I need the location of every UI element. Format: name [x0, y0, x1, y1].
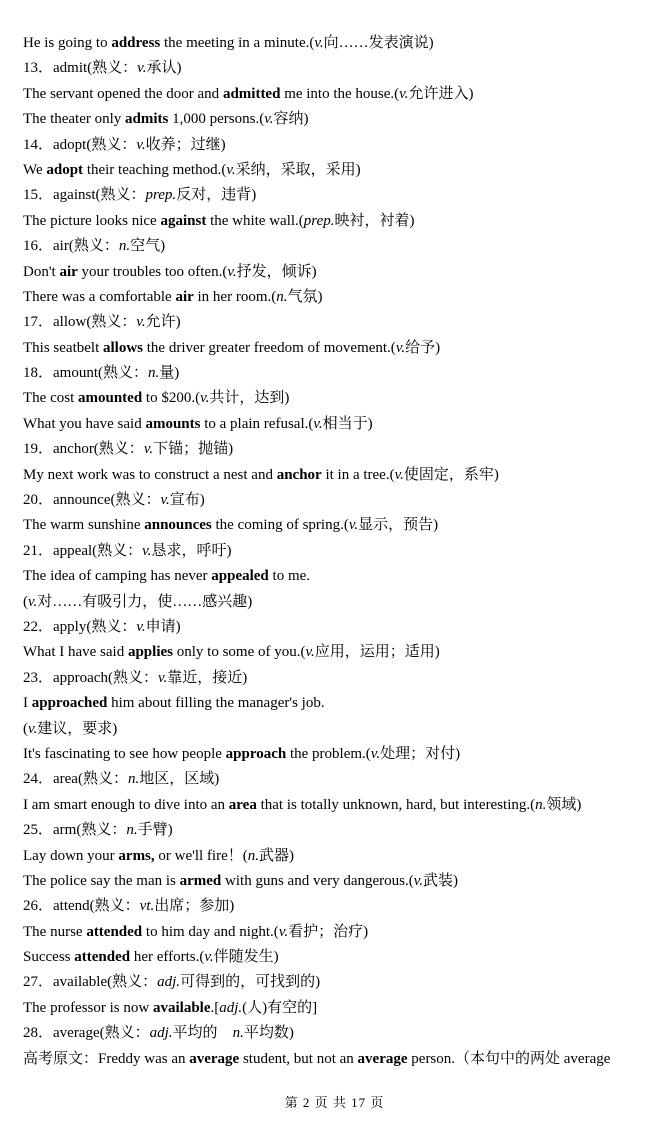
- text-segment: 地区，区域): [139, 771, 220, 788]
- text-line: [23, 158, 663, 183]
- part-of-speech: n.: [276, 288, 288, 305]
- text-segment: 收养；过继): [145, 136, 226, 153]
- keyword: amounted: [77, 390, 143, 407]
- keyword: armed: [179, 872, 222, 889]
- text-segment: 24．area(熟义：: [23, 771, 128, 788]
- part-of-speech: v.: [394, 466, 404, 483]
- keyword: approach: [225, 745, 287, 762]
- text-segment: him about filling the manager's job.: [107, 695, 325, 712]
- text-segment: 21．appeal(熟义：: [23, 542, 143, 559]
- text-segment: 武器): [259, 847, 294, 864]
- text-segment: The idea of camping has never: [23, 568, 212, 585]
- text-line: [23, 590, 663, 615]
- keyword: appealed: [211, 568, 269, 585]
- text-line: [23, 310, 663, 335]
- text-segment: The cost: [23, 390, 78, 407]
- keyword: air: [175, 288, 194, 305]
- text-segment: 申请): [145, 618, 181, 635]
- keyword: applies: [127, 644, 173, 661]
- text-segment: Don't: [23, 263, 60, 280]
- text-segment: 承认): [146, 60, 182, 77]
- keyword: average: [189, 1050, 240, 1067]
- text-segment: This seatbelt: [23, 339, 103, 356]
- text-line: [23, 31, 663, 56]
- text-segment: 相当于): [322, 415, 373, 432]
- text-line: [23, 691, 663, 716]
- part-of-speech: v.: [226, 161, 236, 178]
- text-segment: 恳求，呼吁): [151, 542, 232, 559]
- text-segment: 共计，达到): [209, 390, 290, 407]
- text-segment: 宣布): [169, 492, 205, 509]
- keyword: attended: [86, 923, 143, 940]
- text-segment: It's fascinating to see how people: [23, 745, 226, 762]
- text-segment: 空气): [130, 238, 166, 255]
- part-of-speech: v.: [348, 517, 359, 534]
- text-line: [23, 183, 663, 208]
- part-of-speech: v.: [200, 390, 210, 407]
- text-segment: the coming of spring.(: [211, 517, 349, 534]
- text-segment: (: [23, 720, 28, 737]
- part-of-speech: n.: [118, 238, 131, 255]
- part-of-speech: v.: [314, 35, 324, 51]
- text-segment: 25．arm(熟义：: [23, 822, 127, 839]
- part-of-speech: v.: [142, 542, 152, 559]
- part-of-speech: v.: [264, 111, 274, 128]
- keyword: admitted: [222, 85, 281, 102]
- part-of-speech: n.: [126, 822, 138, 839]
- text-segment: (: [23, 593, 28, 610]
- text-segment: The police say the man is: [23, 872, 180, 889]
- text-segment: My next work was to construct a nest and: [23, 466, 277, 483]
- text-segment: 武装): [423, 872, 459, 889]
- text-line: [23, 869, 663, 894]
- part-of-speech: adj.: [149, 1025, 173, 1042]
- part-of-speech: v.: [413, 872, 424, 889]
- text-segment: 23．approach(熟义：: [23, 669, 158, 686]
- text-line: [23, 894, 663, 919]
- part-of-speech: v.: [157, 669, 168, 686]
- text-line: [23, 463, 663, 488]
- text-segment: 高考原文：Freddy was an: [23, 1050, 190, 1067]
- text-segment: 14．adopt(熟义：: [23, 136, 137, 153]
- text-segment: 18．amount(熟义：: [23, 365, 148, 382]
- part-of-speech: n.: [247, 847, 259, 864]
- text-segment: 量): [159, 365, 180, 382]
- text-segment: There was a comfortable: [23, 288, 176, 305]
- text-segment: 19．anchor(熟义：: [23, 441, 144, 458]
- keyword: available: [152, 999, 211, 1016]
- text-line: [23, 437, 663, 462]
- text-segment: the white wall.(: [206, 212, 304, 229]
- keyword: attended: [74, 949, 131, 966]
- text-line: [23, 209, 663, 234]
- keyword: area: [228, 796, 257, 813]
- text-line: [23, 133, 663, 158]
- text-line: [23, 234, 663, 259]
- text-segment: (人)有空的]: [242, 999, 318, 1016]
- part-of-speech: v.: [305, 644, 315, 661]
- keyword: arms,: [118, 847, 155, 864]
- text-segment: 27．available(熟义：: [23, 974, 158, 991]
- text-segment: 看护；治疗): [288, 923, 369, 940]
- text-segment: to him day and night.(: [142, 923, 279, 940]
- text-line: [23, 488, 663, 513]
- text-segment: 15．against(熟义：: [23, 187, 146, 204]
- text-segment: Lay down your: [23, 847, 119, 864]
- part-of-speech: n.: [127, 771, 140, 788]
- part-of-speech: prep.: [145, 187, 177, 204]
- part-of-speech: v.: [278, 923, 289, 940]
- part-of-speech: v.: [204, 949, 214, 966]
- part-of-speech: v.: [227, 263, 237, 280]
- text-segment: in her room.(: [193, 288, 277, 305]
- text-line: [23, 615, 663, 640]
- text-segment: .[: [210, 999, 220, 1016]
- text-segment: 使固定，系牢): [403, 466, 499, 483]
- keyword: anchor: [276, 466, 322, 483]
- part-of-speech: adj.: [157, 974, 181, 991]
- text-line: [23, 361, 663, 386]
- text-segment: 16．air(熟义：: [23, 238, 119, 255]
- text-segment: 允许进入): [408, 85, 474, 102]
- text-line: [23, 513, 663, 538]
- text-segment: that is totally unknown, hard, but interesting.(: [256, 796, 536, 813]
- text-segment: the meeting in a minute.(: [160, 35, 315, 51]
- text-segment: 向……发表演说): [323, 35, 434, 51]
- text-line: [23, 640, 663, 665]
- text-segment: 13．admit(熟义：: [23, 60, 138, 77]
- part-of-speech: v.: [395, 339, 406, 356]
- keyword: admits: [125, 111, 169, 128]
- text-segment: 伴随发生): [213, 949, 279, 966]
- text-segment: The professor is now: [23, 999, 153, 1016]
- text-segment: 允许): [145, 314, 181, 331]
- text-segment: He is going to: [23, 35, 112, 51]
- text-line: [23, 793, 663, 818]
- text-segment: person.（本句中的两处 average: [407, 1050, 611, 1067]
- text-line: [23, 539, 663, 564]
- text-segment: What you have said: [23, 415, 146, 432]
- text-segment: 容纳): [273, 111, 309, 128]
- text-line: [23, 742, 663, 767]
- text-line: [23, 844, 663, 869]
- text-segment: 映衬，衬着): [334, 212, 415, 229]
- text-line: [23, 336, 663, 361]
- text-segment: The picture looks nice: [23, 212, 161, 229]
- text-line: [23, 386, 663, 411]
- text-segment: your troubles too often.(: [77, 263, 228, 280]
- text-segment: 显示，预告): [358, 517, 439, 534]
- text-segment: 抒发，倾诉): [236, 263, 317, 280]
- text-segment: to a plain refusal.(: [200, 415, 314, 432]
- text-line: [23, 1047, 663, 1072]
- keyword: amounts: [145, 415, 201, 432]
- text-line: [23, 818, 663, 843]
- text-segment: to me.: [268, 568, 311, 585]
- text-segment: 应用，运用；适用): [314, 644, 440, 661]
- text-line: [23, 107, 663, 132]
- text-segment: 建议，要求): [37, 720, 118, 737]
- part-of-speech: vt.: [139, 898, 155, 915]
- text-segment: 气氛): [287, 288, 323, 305]
- text-line: [23, 1021, 663, 1046]
- text-line: [23, 260, 663, 285]
- text-segment: 20．announce(熟义：: [23, 492, 161, 509]
- text-segment: 28．average(熟义：: [23, 1025, 150, 1042]
- text-segment: The theater only: [23, 111, 126, 128]
- text-segment: 下锚；抛锚): [153, 441, 234, 458]
- part-of-speech: v.: [137, 60, 147, 77]
- text-segment: student, but not an: [239, 1050, 358, 1067]
- text-segment: 平均数): [243, 1025, 294, 1042]
- text-segment: 26．attend(熟义：: [23, 898, 140, 915]
- keyword: announces: [144, 517, 212, 534]
- text-line: [23, 564, 663, 589]
- text-line: [23, 717, 663, 742]
- text-segment: with guns and very dangerous.(: [221, 872, 414, 889]
- text-line: [23, 666, 663, 691]
- text-line: [23, 996, 663, 1021]
- keyword: adopt: [46, 161, 84, 178]
- text-segment: 平均的: [172, 1025, 233, 1042]
- text-segment: I am smart enough to dive into an: [23, 796, 229, 813]
- part-of-speech: v.: [136, 314, 146, 331]
- text-segment: The warm sunshine: [23, 517, 145, 534]
- text-segment: her efforts.(: [130, 949, 205, 966]
- part-of-speech: v.: [313, 415, 323, 432]
- part-of-speech: adj.: [219, 999, 243, 1016]
- keyword: address: [111, 35, 161, 51]
- text-segment: 22．apply(熟义：: [23, 618, 137, 635]
- text-segment: only to some of you.(: [172, 644, 306, 661]
- part-of-speech: v.: [370, 745, 381, 762]
- document-body: [23, 31, 663, 1072]
- text-segment: 领域): [546, 796, 582, 813]
- text-segment: me into the house.(: [280, 85, 400, 102]
- part-of-speech: n.: [148, 365, 160, 382]
- text-segment: the problem.(: [286, 745, 371, 762]
- page-footer: 第 2 页 共 17 页: [284, 1095, 385, 1110]
- part-of-speech: v.: [136, 618, 146, 635]
- text-line: [23, 767, 663, 792]
- text-segment: What I have said: [23, 644, 128, 661]
- text-segment: 给予): [405, 339, 441, 356]
- keyword: approached: [31, 695, 108, 712]
- text-line: [23, 82, 663, 107]
- keyword: air: [59, 263, 78, 280]
- keyword: against: [160, 212, 207, 229]
- keyword: average: [357, 1050, 408, 1067]
- text-segment: or we'll fire！(: [154, 847, 248, 864]
- text-line: [23, 56, 663, 81]
- text-segment: We: [23, 161, 47, 178]
- text-segment: The nurse: [23, 923, 87, 940]
- text-line: [23, 970, 663, 995]
- text-segment: 1,000 persons.(: [168, 111, 265, 128]
- text-segment: 采纳，采取，采用): [235, 161, 361, 178]
- part-of-speech: v.: [160, 492, 170, 509]
- text-line: [23, 412, 663, 437]
- text-segment: 靠近，接近): [167, 669, 248, 686]
- text-line: [23, 945, 663, 970]
- part-of-speech: v.: [28, 593, 38, 610]
- text-segment: 手臂): [137, 822, 173, 839]
- text-segment: it in a tree.(: [321, 466, 395, 483]
- text-segment: 反对，违背): [176, 187, 257, 204]
- text-segment: the driver greater freedom of movement.(: [143, 339, 396, 356]
- text-segment: The servant opened the door and: [23, 85, 223, 102]
- text-segment: 可得到的，可找到的): [180, 974, 321, 991]
- text-segment: I: [23, 695, 32, 712]
- part-of-speech: v.: [399, 85, 409, 102]
- text-segment: 出席；参加): [154, 898, 235, 915]
- text-segment: 17．allow(熟义：: [23, 314, 137, 331]
- text-line: [23, 285, 663, 310]
- keyword: allows: [102, 339, 143, 356]
- text-segment: 处理；对付): [380, 745, 461, 762]
- part-of-speech: n.: [535, 796, 547, 813]
- text-segment: their teaching method.(: [83, 161, 227, 178]
- text-segment: Success: [23, 949, 75, 966]
- part-of-speech: n.: [232, 1025, 244, 1042]
- part-of-speech: v.: [136, 136, 146, 153]
- part-of-speech: v.: [143, 441, 154, 458]
- part-of-speech: prep.: [303, 212, 335, 229]
- text-segment: to $200.(: [142, 390, 201, 407]
- text-segment: 对……有吸引力，使……感兴趣): [37, 593, 253, 610]
- text-line: [23, 920, 663, 945]
- part-of-speech: v.: [28, 720, 38, 737]
